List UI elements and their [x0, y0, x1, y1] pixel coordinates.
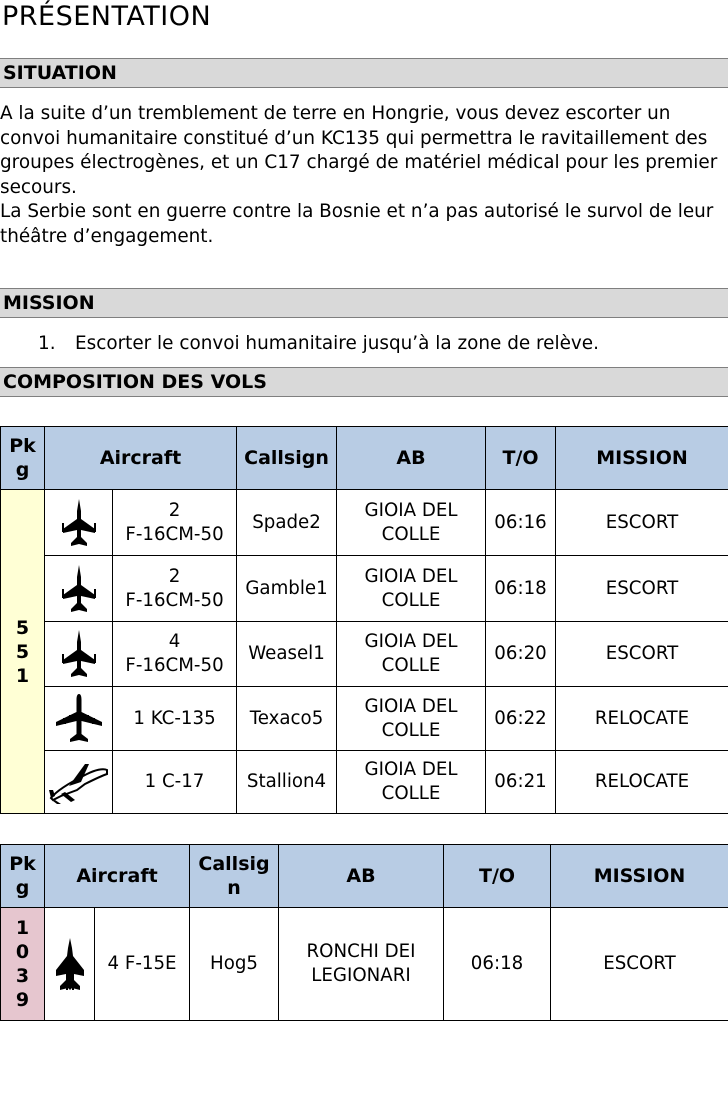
mission-type: ESCORT: [556, 622, 728, 687]
header-ab: AB: [337, 427, 486, 490]
aircraft-type: 4 F-15E: [95, 908, 190, 1021]
section-heading-mission: MISSION: [0, 288, 728, 318]
header-callsign: Callsign: [237, 427, 337, 490]
header-mission: MISSION: [556, 427, 728, 490]
header-aircraft: Aircraft: [45, 427, 237, 490]
airbase: GIOIA DEL COLLE: [337, 751, 486, 814]
mission-type: RELOCATE: [556, 687, 728, 751]
header-aircraft: Aircraft: [45, 845, 190, 908]
c17-icon: [45, 751, 113, 814]
page-title: PRÉSENTATION: [2, 1, 212, 32]
callsign: Weasel1: [237, 622, 337, 687]
package-number: 1 0 3 9: [1, 908, 45, 1021]
takeoff-time: 06:22: [486, 687, 556, 751]
takeoff-time: 06:21: [486, 751, 556, 814]
f16-icon: [45, 490, 113, 556]
takeoff-time: 06:20: [486, 622, 556, 687]
header-pkg: Pk g: [1, 845, 45, 908]
aircraft-type: 1 C-17: [113, 751, 237, 814]
header-callsign: Callsig n: [190, 845, 279, 908]
airbase: GIOIA DEL COLLE: [337, 490, 486, 556]
section-heading-composition: COMPOSITION DES VOLS: [0, 367, 728, 397]
table-row: [1, 908, 728, 1021]
header-mission: MISSION: [551, 845, 728, 908]
mission-type: RELOCATE: [556, 751, 728, 814]
f16-icon: [45, 622, 113, 687]
mission-type: ESCORT: [551, 908, 728, 1021]
f15-icon: [45, 908, 95, 1021]
mission-list-item: [38, 332, 599, 356]
header-to: T/O: [486, 427, 556, 490]
situation-line: convoi humanitaire constitué d’un KC135 qui permettra le ravitaillement des: [0, 127, 708, 149]
table-row: [1, 490, 728, 556]
flight-table-package-1039: [0, 844, 728, 1021]
aircraft-type: 4 F-16CM-50: [113, 622, 237, 687]
header-pkg: Pk g: [1, 427, 45, 490]
aircraft-type: 1 KC-135: [113, 687, 237, 751]
table-row: [1, 622, 728, 687]
takeoff-time: 06:16: [486, 490, 556, 556]
airbase: RONCHI DEI LEGIONARI: [279, 908, 444, 1021]
takeoff-time: 06:18: [444, 908, 551, 1021]
situation-line: A la suite d’un tremblement de terre en Hongrie, vous devez escorter un: [0, 103, 671, 124]
situation-line: secours.: [0, 176, 77, 198]
aircraft-type: 2 F-16CM-50: [113, 556, 237, 622]
callsign: Gamble1: [237, 556, 337, 622]
kc135-icon: [45, 687, 113, 751]
mission-item-text: Escorter le convoi humanitaire jusqu’à la zone de relève.: [75, 333, 599, 354]
situation-text: [0, 102, 728, 249]
table-header-row: [1, 845, 728, 908]
f16-icon: [45, 556, 113, 622]
situation-line: théâtre d’engagement.: [0, 225, 214, 247]
flight-table-package-551: [0, 426, 728, 814]
table-row: [1, 687, 728, 751]
airbase: GIOIA DEL COLLE: [337, 622, 486, 687]
airbase: GIOIA DEL COLLE: [337, 556, 486, 622]
section-heading-situation: SITUATION: [0, 58, 728, 88]
callsign: Hog5: [190, 908, 279, 1021]
header-ab: AB: [279, 845, 444, 908]
mission-type: ESCORT: [556, 490, 728, 556]
takeoff-time: 06:18: [486, 556, 556, 622]
table-row: [1, 751, 728, 814]
callsign: Stallion4: [237, 751, 337, 814]
table-header-row: [1, 427, 728, 490]
mission-type: ESCORT: [556, 556, 728, 622]
mission-item-number: 1.: [38, 333, 56, 354]
table-row: [1, 556, 728, 622]
callsign: Spade2: [237, 490, 337, 556]
situation-line: groupes électrogènes, et un C17 chargé de matériel médical pour les premier: [0, 152, 718, 173]
callsign: Texaco5: [237, 687, 337, 751]
situation-line: La Serbie sont en guerre contre la Bosnie et n’a pas autorisé le survol de leur: [0, 201, 714, 222]
aircraft-type: 2 F-16CM-50: [113, 490, 237, 556]
airbase: GIOIA DEL COLLE: [337, 687, 486, 751]
header-to: T/O: [444, 845, 551, 908]
package-number: 5 5 1: [1, 490, 45, 814]
